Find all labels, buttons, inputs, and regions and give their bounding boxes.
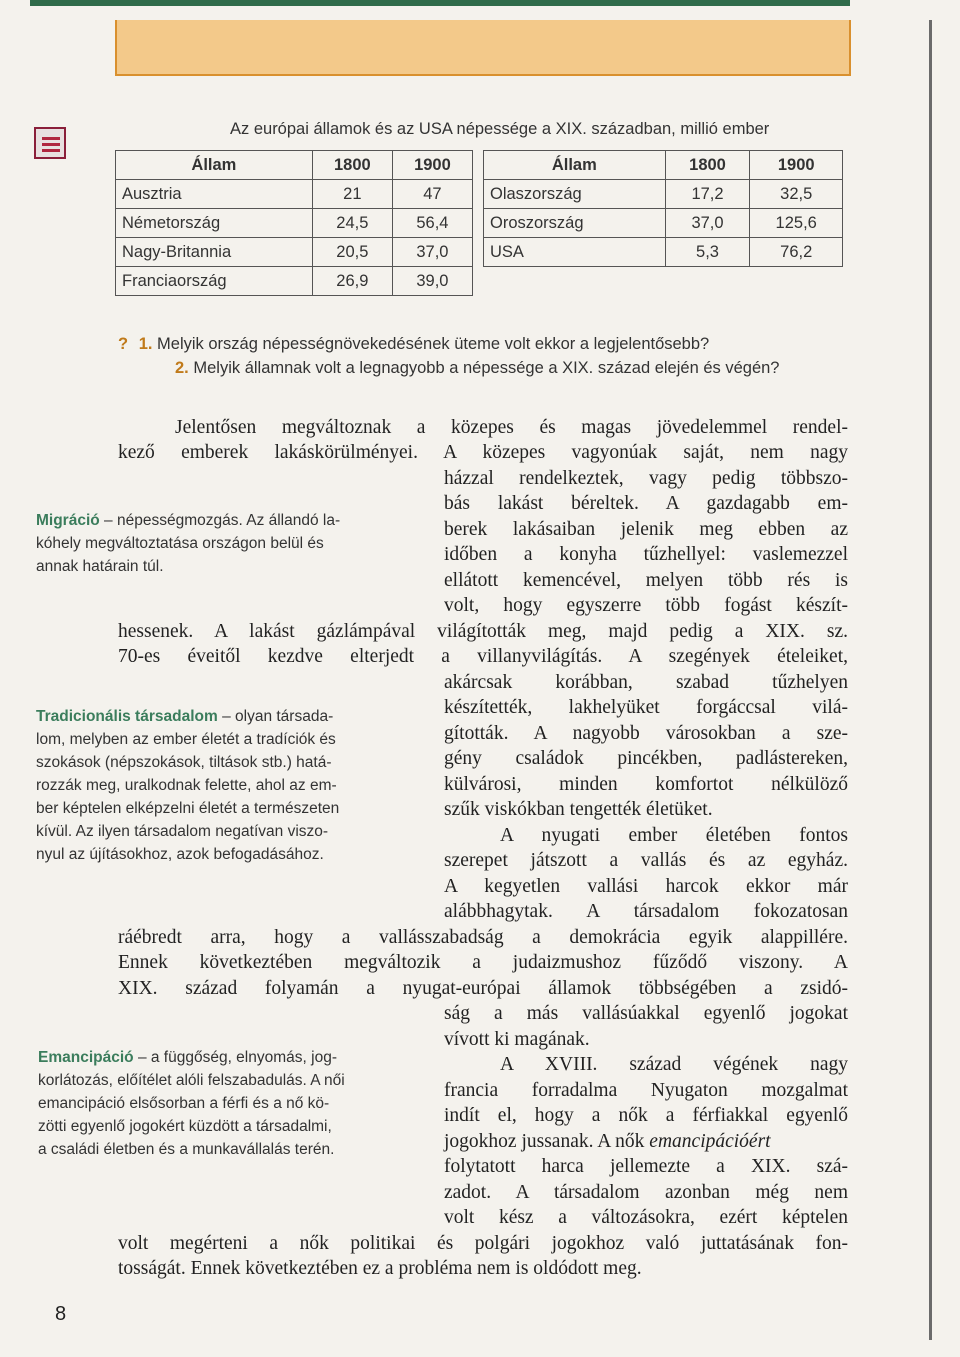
body-line: időben a konyha tűzhellyel: vaslemezzel: [444, 544, 848, 565]
body-line: akárcsak korábban, szabad tűzhelyen: [444, 672, 848, 693]
body-line: Ennek következtében megváltozik a judaizmushoz fűződő viszony. A: [118, 952, 848, 973]
body-italic-term: emancipációért: [649, 1131, 771, 1152]
gloss-line: zötti egyenlő jogokért küzdött a társadalmi,: [38, 1118, 332, 1135]
population-table-left: [115, 150, 473, 296]
gloss-line: kóhely megváltoztatása országon belül és: [36, 535, 324, 552]
cell-state: Ausztria: [116, 180, 313, 209]
table-row: [116, 267, 473, 296]
body-line: folytatott harca jellemezte a XIX. szá-: [444, 1156, 848, 1177]
question-2: [175, 356, 847, 380]
header-box: [115, 20, 851, 76]
header-1900: 1900: [392, 151, 472, 180]
body-line: alábbhagytak. A társadalom fokozatosan: [444, 901, 848, 922]
top-decorative-bar: [30, 0, 850, 6]
gloss-line: annak határain túl.: [36, 558, 164, 575]
glossary-emancipacio: [38, 1046, 418, 1161]
gloss-line: korlátozás, előítélet alóli felszabadulás. A női: [38, 1072, 345, 1089]
body-line: berek lakásaiban jelenik meg ebben az: [444, 519, 848, 540]
gloss-line: [36, 509, 416, 532]
cell-1800: 20,5: [312, 238, 392, 267]
body-line: készítették, lakhelyüket forgáccsal vilá-: [444, 697, 848, 718]
body-line: szerepet játszott a vallás és az egyház.: [444, 850, 848, 871]
cell-1900: 39,0: [392, 267, 472, 296]
question-1: [118, 332, 848, 356]
gloss-line: [36, 705, 416, 728]
body-line: gény családok pincékben, padlástereken,: [444, 748, 848, 769]
gloss-line: lom, melyben az ember életét a tradíciók és: [36, 731, 336, 748]
header-1800: 1800: [312, 151, 392, 180]
body-line: A kegyetlen vallási harcok ekkor már: [444, 876, 848, 897]
gloss-text: – olyan társada-: [222, 708, 334, 725]
table-row: [484, 238, 843, 267]
gloss-line: szokások (népszokások, tiltások stb.) hatá-: [36, 754, 332, 771]
cell-state: USA: [484, 238, 666, 267]
body-line: francia forradalma Nyugaton mozgalmat: [444, 1080, 848, 1101]
gloss-line: a családi életben és a munkavállalás terén.: [38, 1141, 335, 1158]
question-1-number: 1.: [138, 335, 153, 353]
body-line: gították. A nagyobb városokban a sze-: [444, 723, 848, 744]
body-line: bás lakást béreltek. A gazdagabb em-: [444, 493, 848, 514]
body-line: ellátott kemencével, melyen több rés is: [444, 570, 848, 591]
body-line: XIX. század folyamán a nyugat-európai államok többségében a zsidó-: [118, 978, 848, 999]
page-number: 8: [55, 1303, 67, 1325]
body-line: házzal rendelkeztek, vagy pedig többszo-: [444, 468, 848, 489]
glossary-term: Emancipáció: [38, 1049, 134, 1066]
body-line: 70-es éveitől kezdve elterjedt a villanyvilágítás. A szegények ételeiket,: [118, 646, 848, 667]
body-line: külvárosi, minden komfortot nélkülöző: [444, 774, 848, 795]
body-line: volt megérteni a nők politikai és polgári jogokhoz való juttatásának fon-: [118, 1233, 848, 1254]
body-line: szűk viskókban tengették életüket.: [444, 799, 713, 820]
gloss-line: kívül. Az ilyen társadalom negatívan viszo-: [36, 823, 329, 840]
body-line: vívott ki magának.: [444, 1029, 590, 1050]
table-row: [116, 209, 473, 238]
gloss-line: ber képtelen elképzelni életét a természeten: [36, 800, 340, 817]
question-2-number: 2.: [175, 359, 189, 377]
document-icon: [34, 127, 66, 159]
cell-1900: 47: [392, 180, 472, 209]
cell-state: Franciaország: [116, 267, 313, 296]
gloss-text: – a függőség, elnyomás, jog-: [137, 1049, 337, 1066]
cell-1800: 17,2: [665, 180, 750, 209]
body-line: ráébredt arra, hogy a vallásszabadság a demokrácia egyik alappillére.: [118, 927, 848, 948]
header-1800: 1800: [665, 151, 750, 180]
cell-1900: 76,2: [750, 238, 843, 267]
table-row: [484, 209, 843, 238]
question-2-text: Melyik államnak volt a legnagyobb a népessége a XIX. század elején és végén?: [193, 359, 780, 377]
table-row: [484, 180, 843, 209]
cell-1800: 5,3: [665, 238, 750, 267]
gloss-line: emancipáció elsősorban a férfi és a nő kö-: [38, 1095, 330, 1112]
table-caption: Az európai államok és az USA népessége a XIX. században, millió ember: [230, 120, 770, 138]
cell-state: Nagy-Britannia: [116, 238, 313, 267]
cell-1900: 125,6: [750, 209, 843, 238]
body-line: A nyugati ember életében fontos: [500, 825, 848, 846]
table-row: [116, 238, 473, 267]
table-header-row: [116, 151, 473, 180]
glossary-term: Migráció: [36, 512, 100, 529]
body-line: volt, hogy egyszerre több fogást készít-: [444, 595, 848, 616]
body-line: indít el, hogy a nők a férfiakkal egyenlő: [444, 1105, 848, 1126]
cell-1800: 37,0: [665, 209, 750, 238]
glossary-migracio: [36, 509, 416, 578]
gloss-text: – népességmozgás. Az állandó la-: [104, 512, 341, 529]
body-line: Jelentősen megváltoznak a közepes és magas jövedelemmel rendel-: [175, 417, 848, 438]
body-line: [444, 1129, 848, 1155]
cell-state: Oroszország: [484, 209, 666, 238]
header-state: Állam: [484, 151, 666, 180]
cell-1800: 24,5: [312, 209, 392, 238]
gloss-line: rozzák meg, uralkodnak felette, ahol az em-: [36, 777, 337, 794]
cell-1900: 32,5: [750, 180, 843, 209]
header-state: Állam: [116, 151, 313, 180]
body-line: ság a más vallásúakkal egyenlő jogokat: [444, 1003, 848, 1024]
glossary-term: Tradicionális társadalom: [36, 708, 218, 725]
body-line: kező emberek lakáskörülményei. A közepes vagyonúak saját, nem nagy: [118, 442, 848, 463]
body-line: volt kész a változásokra, ezért képtelen: [444, 1207, 848, 1228]
body-text: jogokhoz jussanak. A nők: [444, 1131, 645, 1152]
body-line: hessenek. A lakást gázlámpával világították meg, majd pedig a XIX. sz.: [118, 621, 848, 642]
cell-state: Olaszország: [484, 180, 666, 209]
cell-1800: 21: [312, 180, 392, 209]
cell-state: Németország: [116, 209, 313, 238]
body-line: tosságát. Ennek következtében ez a probléma nem is oldódott meg.: [118, 1258, 642, 1279]
gloss-line: nyul az újításokhoz, azok befogadásához.: [36, 846, 324, 863]
cell-1900: 56,4: [392, 209, 472, 238]
gloss-line: [38, 1046, 418, 1069]
table-header-row: [484, 151, 843, 180]
body-line: zadot. A társadalom azonban még nem: [444, 1182, 848, 1203]
question-mark-icon: ?: [118, 335, 129, 353]
page-edge-line: [929, 20, 932, 1340]
population-table-right: [483, 150, 843, 267]
cell-1900: 37,0: [392, 238, 472, 267]
header-1900: 1900: [750, 151, 843, 180]
glossary-tradicionalis: [36, 705, 416, 866]
body-line: A XVIII. század végének nagy: [500, 1054, 848, 1075]
cell-1800: 26,9: [312, 267, 392, 296]
table-row: [116, 180, 473, 209]
question-1-text: Melyik ország népességnövekedésének üteme volt ekkor a legjelentősebb?: [157, 335, 710, 353]
